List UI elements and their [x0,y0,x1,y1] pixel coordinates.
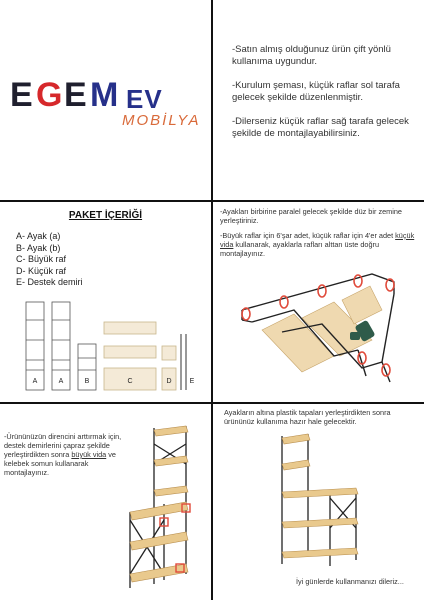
package-item: A- Ayak (a) [16,231,61,241]
step1-line1: -Ayakları birbirine paralel gelecek şekilde düz bir zemine yerleştiriniz. [220,207,402,225]
note-right-option: -Dilerseniz küçük raflar sağ tarafa gelecek şekilde de montajlayabilirsiniz. [232,116,409,139]
step1-line2-b: kullanarak, ayaklarla rafları alttan üste doğru montajlayınız. [220,240,380,258]
step1-panel [220,207,418,264]
step2-panel [4,432,132,483]
note-double-sided: -Satın almış olduğunuz ürün çift yönlü kullanıma uygundur. [232,44,391,67]
label-e: E [189,378,195,385]
logo-panel [0,0,211,200]
package-title: PAKET İÇERİĞİ [68,210,143,221]
step2-text-b: ve kelebek somun kullanarak montajlayınız. [4,450,116,477]
logo-letter-e2: E [64,76,87,114]
label-d: D [166,378,172,385]
package-list [16,231,83,289]
step3-text: Ayakların altına plastik tapaları yerleştirdikten sonra ürününüz kullanıma hazır hale gelecektir. [224,408,391,426]
package-item: E- Destek demiri [16,277,83,287]
step2-big-screw: büyük vida [71,450,107,459]
closing-message: İyi günlerde kullanmanızı dileriz... [296,577,404,586]
label-a2: A [58,378,64,385]
logo-letter-m: M [90,76,119,114]
step1-small-screw: küçük vida [220,231,415,249]
package-panel [0,202,211,402]
intro-notes-panel [232,44,412,152]
package-item: D- Küçük raf [16,265,67,276]
label-b: B [84,378,90,385]
step3-panel [224,408,412,432]
package-part-labels [0,374,211,388]
note-left-layout: -Kurulum şeması, küçük raflar sol tarafa gelecek şekilde düzenlenmiştir. [232,80,400,103]
horizontal-divider-bottom [0,402,424,404]
logo-letter-g: G [36,76,63,114]
brand-logo [10,76,205,136]
vertical-divider [211,0,213,600]
logo-letter-e1: E [10,76,33,114]
step1-assembly-drawing [222,270,412,390]
package-item: B- Ayak (b) [16,242,61,253]
label-a1: A [32,378,38,385]
step2-text [4,432,132,477]
logo-suffix: EV [126,84,163,114]
label-c: C [127,378,133,385]
logo-tagline: MOBİLYA [122,112,201,129]
step1-line2 [220,231,418,258]
step3-assembly-drawing [270,432,370,570]
step2-assembly-drawing [124,424,204,590]
package-item: C- Büyük raf [16,254,67,264]
step1-line2-a: -Büyük raflar için 6'şar adet, küçük raflar için 4'er adet [220,231,396,240]
step2-text-a: -Ürününüzün direncini arttırmak için, destek demirlerini çapraz şekilde yerleştirdikten sonra [4,432,122,459]
